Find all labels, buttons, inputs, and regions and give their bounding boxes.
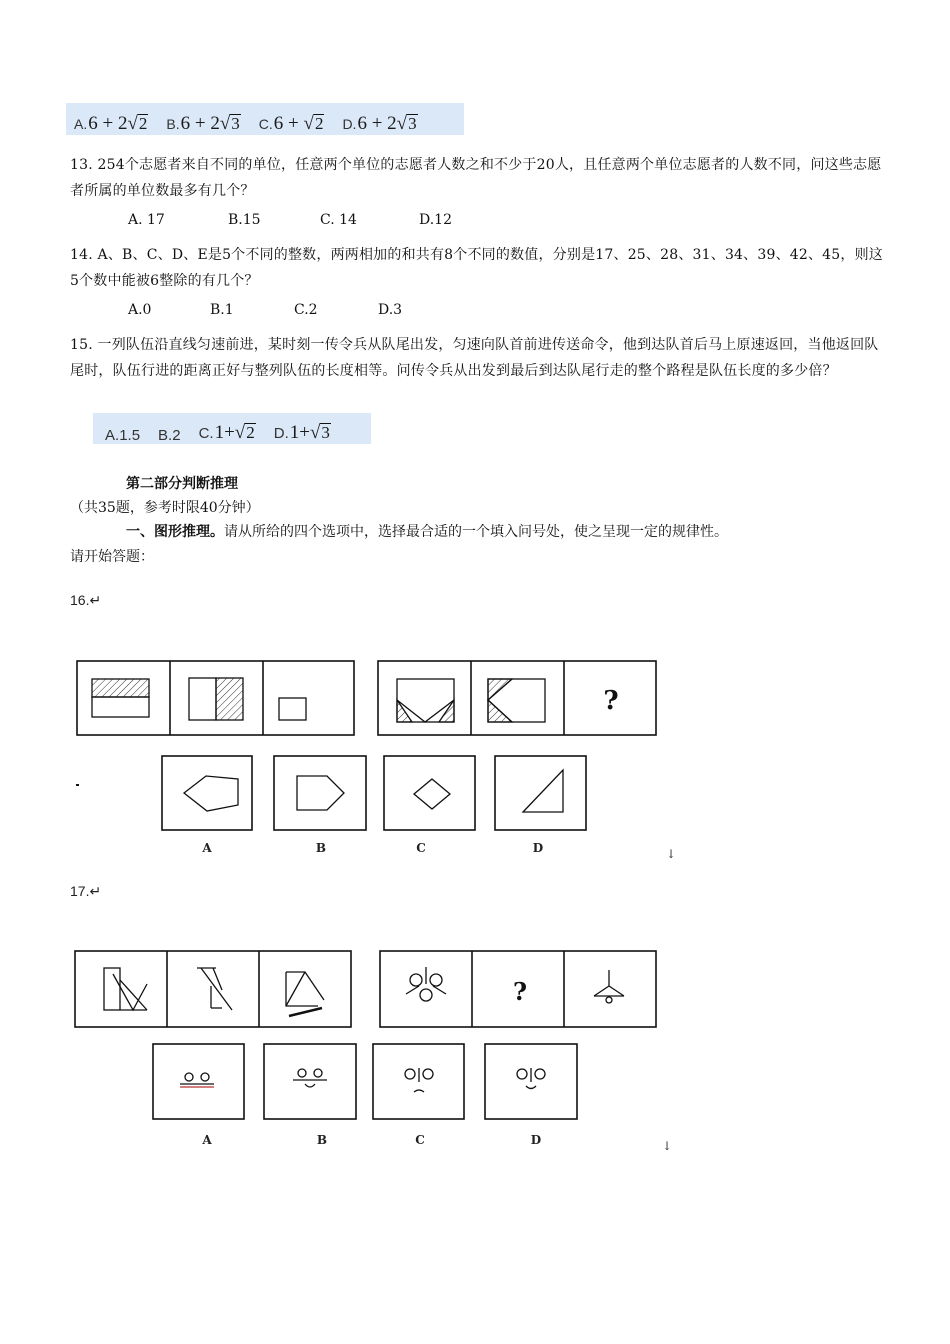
- q17-cell-6: [594, 970, 624, 1003]
- section-label: 一、图形推理。: [126, 524, 224, 540]
- q17-option-d-face: [517, 1068, 545, 1089]
- q15-options-strip: [93, 413, 371, 444]
- q16-number: 16.↵: [70, 592, 102, 608]
- option-label: C.: [258, 116, 273, 132]
- part2-title: 第二部分判断推理: [126, 476, 238, 492]
- q13-choice-d[interactable]: D.12: [419, 212, 452, 228]
- q17-cell-2: [197, 968, 232, 1010]
- q16-cell-1: [92, 679, 149, 717]
- q17-label-b: B: [316, 1133, 328, 1147]
- q12-option-b[interactable]: B. 6 + 2 √ 3: [166, 113, 240, 134]
- radicand: 2: [246, 423, 255, 442]
- q16-label-b: B: [315, 841, 327, 855]
- q12-option-d[interactable]: D. 6 + 2 √ 3: [342, 113, 417, 134]
- option-label: A.: [105, 427, 120, 444]
- q16-options: [162, 756, 586, 830]
- q17-stem-left: [75, 951, 351, 1027]
- q16-label-a: A: [202, 841, 212, 855]
- q16-end-mark: ↓: [666, 847, 677, 861]
- q17-number: 17.↵: [70, 883, 102, 899]
- q16-cell-3: [279, 698, 306, 720]
- q14-choice-a[interactable]: A.0: [128, 302, 152, 318]
- q16-figure: [0, 650, 950, 870]
- q15-option-a[interactable]: [105, 427, 140, 444]
- option-value: 1.5: [119, 427, 141, 444]
- q12-option-a[interactable]: A. 6 + 2 √ 2: [74, 113, 148, 134]
- radicand: 3: [231, 114, 240, 133]
- q17-option-c-face: [405, 1068, 433, 1092]
- q13-text: 13. 254个志愿者来自不同的单位，任意两个单位的志愿者人数之和不少于20人，且任意两个单位志愿者的人数不同，问这些志愿者所属的单位数最多有几个？: [70, 157, 882, 199]
- q16-cell-2: [189, 678, 243, 720]
- q17-options: [153, 1044, 577, 1119]
- q15-option-d[interactable]: D. 1+ √ 3: [273, 422, 330, 443]
- option-expression: 6 + 2: [180, 113, 220, 134]
- q13-choice-c[interactable]: C. 14: [320, 212, 357, 228]
- q14-choices: [128, 302, 438, 318]
- q14-choice-c[interactable]: C.2: [294, 302, 318, 318]
- radicand: 2: [314, 114, 324, 133]
- option-label: B.: [166, 116, 180, 132]
- part2-subtitle: （共35题，参考时限40分钟）: [70, 500, 260, 516]
- q17-cell-4: [406, 967, 446, 1001]
- option-label: C.: [198, 425, 214, 442]
- q15-option-c[interactable]: C. 1+ √ 2: [198, 422, 255, 443]
- q17-label-d: D: [530, 1133, 542, 1147]
- option-expression: 6 + 2: [88, 113, 128, 134]
- q16-label-d: D: [532, 841, 544, 855]
- q12-option-c[interactable]: C. 6 + √ 2: [258, 113, 324, 134]
- radicand: 3: [321, 423, 330, 442]
- q15-option-b[interactable]: [158, 427, 181, 444]
- q16-option-d-shape: [523, 770, 563, 812]
- q17-question-mark: ?: [512, 977, 528, 1006]
- q17-label-a: A: [202, 1133, 212, 1147]
- q12-options-strip: [66, 103, 464, 135]
- option-label: B.: [158, 427, 173, 444]
- q17-option-b-face: [293, 1069, 327, 1087]
- q17-cell-3: [286, 972, 324, 1016]
- q16-option-c-shape: [414, 779, 450, 809]
- q16-cell-4: [397, 679, 454, 722]
- q14-text: 14. A、B、C、D、E是5个不同的整数，两两相加的和共有8个不同的数值，分别是17、25、28、31、34、39、42、45，则这5个数中能被6整除的有几个？: [70, 247, 883, 289]
- option-expression: 6 + 2: [357, 113, 397, 134]
- q17-option-a-face: [180, 1073, 214, 1087]
- q16-option-a-shape: [184, 776, 238, 811]
- radicand: 2: [138, 114, 148, 133]
- option-expression: 6 +: [273, 113, 304, 134]
- option-label: D.: [273, 425, 289, 442]
- q16-option-b-shape: [297, 776, 344, 810]
- q17-cell-1: [104, 968, 147, 1010]
- q16-cell-5: [488, 679, 545, 722]
- q17-figure: [0, 940, 950, 1160]
- q13-choice-a[interactable]: A. 17: [128, 212, 165, 228]
- q16-question-mark: ?: [603, 686, 619, 716]
- option-expression: 1+: [289, 422, 310, 443]
- q14-choice-d[interactable]: D.3: [378, 302, 403, 318]
- option-value: 2: [172, 427, 181, 444]
- section-instruction: [126, 521, 728, 541]
- q16-label-c: C: [416, 841, 426, 855]
- q14-choice-b[interactable]: B.1: [210, 302, 234, 318]
- q13-choice-b[interactable]: B.15: [228, 212, 261, 228]
- q17-label-c: C: [415, 1133, 425, 1147]
- option-label: D.: [342, 116, 357, 132]
- section-text: 请从所给的四个选项中，选择最合适的一个填入问号处，使之呈现一定的规律性。: [224, 524, 728, 540]
- q15-text: 15. 一列队伍沿直线匀速前进，某时刻一传令兵从队尾出发，匀速向队首前进传送命令，他到达队首后马上原速返回，当他返回队尾时，队伍行进的距离正好与整列队伍的长度相等。问传令兵从出发到最后到达队尾行走的整个路程是队伍长度的多少倍？: [70, 337, 879, 379]
- start-prompt: 请开始答题：: [70, 549, 154, 565]
- q13-choices: [128, 212, 479, 228]
- option-label: A.: [74, 116, 88, 132]
- radicand: 3: [408, 114, 417, 133]
- option-expression: 1+: [214, 422, 235, 443]
- q17-end-mark: ↓: [662, 1139, 673, 1153]
